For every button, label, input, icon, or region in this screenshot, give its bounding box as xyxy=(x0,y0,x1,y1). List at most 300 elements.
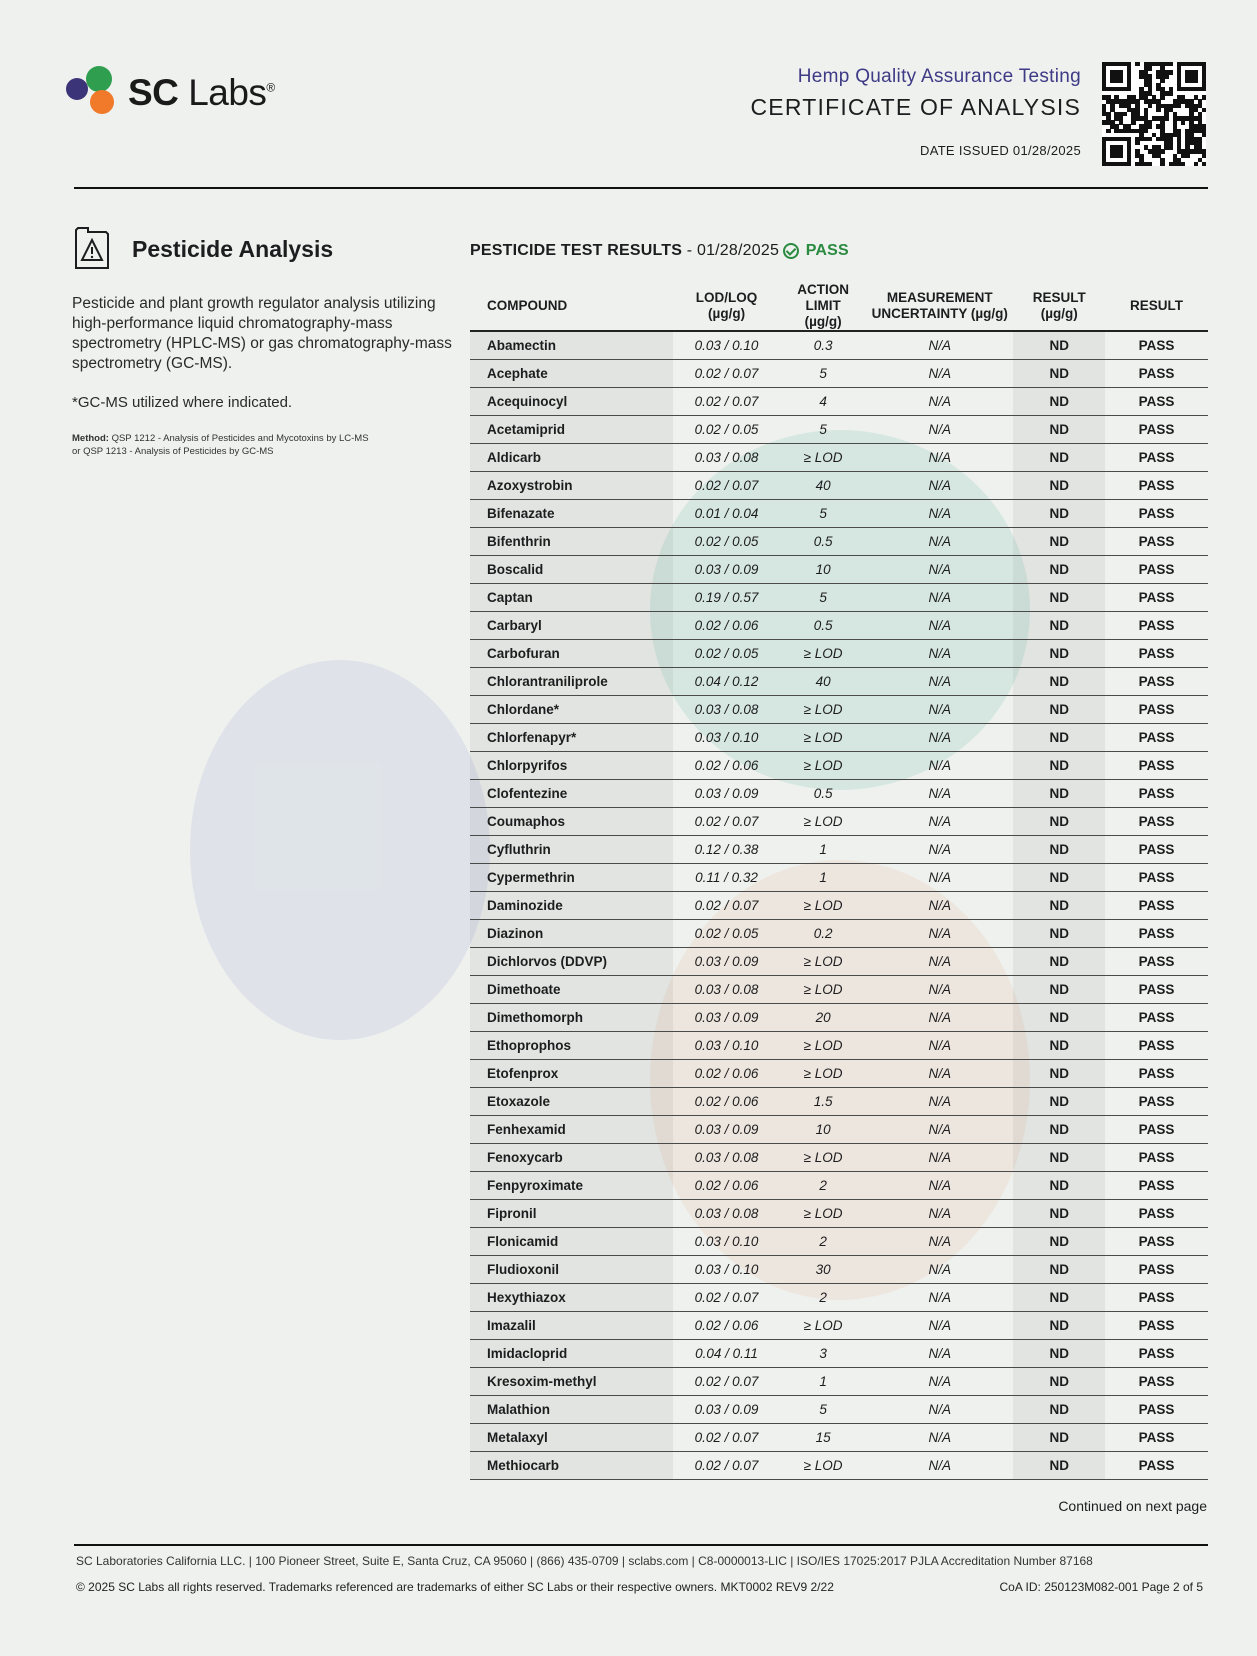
qr-module xyxy=(1194,79,1198,83)
table-row xyxy=(470,612,1208,640)
cell-result-value: ND xyxy=(1013,500,1105,528)
cell-result-status: PASS xyxy=(1105,780,1208,808)
cell-action-limit: 2 xyxy=(780,1172,866,1200)
header-divider xyxy=(74,187,1208,189)
cell-measurement-uncertainty: N/A xyxy=(866,752,1013,780)
cell-compound: Coumaphos xyxy=(470,808,673,836)
cell-measurement-uncertainty: N/A xyxy=(866,1424,1013,1452)
cell-compound: Fludioxonil xyxy=(470,1256,673,1284)
cell-measurement-uncertainty: N/A xyxy=(866,1172,1013,1200)
warning-flask-icon xyxy=(74,226,110,270)
cell-result-value: ND xyxy=(1013,584,1105,612)
cell-lod-loq: 0.02 / 0.07 xyxy=(673,1368,780,1396)
cell-compound: Metalaxyl xyxy=(470,1424,673,1452)
cell-compound: Imidacloprid xyxy=(470,1340,673,1368)
table-row xyxy=(470,472,1208,500)
table-header-row xyxy=(470,282,1208,331)
cell-lod-loq: 0.02 / 0.06 xyxy=(673,1088,780,1116)
cell-measurement-uncertainty: N/A xyxy=(866,1088,1013,1116)
qr-module xyxy=(1181,162,1185,166)
qr-module xyxy=(1160,149,1164,153)
cell-result-value: ND xyxy=(1013,528,1105,556)
logo-wordmark: SC Labs® xyxy=(128,72,275,113)
cell-result-value: ND xyxy=(1013,640,1105,668)
cell-result-value: ND xyxy=(1013,1004,1105,1032)
cell-result-status: PASS xyxy=(1105,584,1208,612)
footer-copyright: © 2025 SC Labs all rights reserved. Trademarks referenced are trademarks of either SC Labs or their respective owners. MKT0002 REV9 2/22 xyxy=(76,1580,834,1594)
cell-compound: Fenoxycarb xyxy=(470,1144,673,1172)
cell-lod-loq: 0.03 / 0.10 xyxy=(673,724,780,752)
cell-result-value: ND xyxy=(1013,1340,1105,1368)
qr-module xyxy=(1160,79,1164,83)
cell-action-limit: 3 xyxy=(780,1340,866,1368)
cell-action-limit: ≥ LOD xyxy=(780,948,866,976)
cell-result-value: ND xyxy=(1013,948,1105,976)
qr-module xyxy=(1131,120,1135,124)
cell-action-limit: 20 xyxy=(780,1004,866,1032)
cell-measurement-uncertainty: N/A xyxy=(866,976,1013,1004)
cell-action-limit: 0.5 xyxy=(780,780,866,808)
cell-result-status: PASS xyxy=(1105,948,1208,976)
cell-result-value: ND xyxy=(1013,556,1105,584)
cell-compound: Chlorantraniliprole xyxy=(470,668,673,696)
method-note: Method: QSP 1212 - Analysis of Pesticides and Mycotoxins by LC-MS or QSP 1213 - Analysis of Pesticides by GC-MS xyxy=(72,433,369,457)
overall-status: PASS xyxy=(805,242,849,259)
cell-measurement-uncertainty: N/A xyxy=(866,1368,1013,1396)
table-row xyxy=(470,724,1208,752)
cell-result-value: ND xyxy=(1013,1032,1105,1060)
cell-action-limit: 5 xyxy=(780,360,866,388)
column-header-result-value: RESULT (µg/g) xyxy=(1013,282,1105,331)
cell-compound: Etoxazole xyxy=(470,1088,673,1116)
cell-action-limit: ≥ LOD xyxy=(780,976,866,1004)
table-row xyxy=(470,1060,1208,1088)
cell-lod-loq: 0.02 / 0.07 xyxy=(673,472,780,500)
cell-measurement-uncertainty: N/A xyxy=(866,1452,1013,1480)
cell-measurement-uncertainty: N/A xyxy=(866,864,1013,892)
cell-lod-loq: 0.02 / 0.06 xyxy=(673,1172,780,1200)
cell-compound: Etofenprox xyxy=(470,1060,673,1088)
cell-measurement-uncertainty: N/A xyxy=(866,1032,1013,1060)
table-row xyxy=(470,1172,1208,1200)
cell-action-limit: 5 xyxy=(780,584,866,612)
cell-compound: Imazalil xyxy=(470,1312,673,1340)
coa-id: CoA ID: 250123M082-001 Page 2 of 5 xyxy=(999,1580,1203,1594)
cell-result-value: ND xyxy=(1013,1172,1105,1200)
cell-lod-loq: 0.03 / 0.10 xyxy=(673,1032,780,1060)
cell-measurement-uncertainty: N/A xyxy=(866,1228,1013,1256)
cell-compound: Fenhexamid xyxy=(470,1116,673,1144)
cell-action-limit: 1.5 xyxy=(780,1088,866,1116)
cell-result-status: PASS xyxy=(1105,1396,1208,1424)
cell-result-value: ND xyxy=(1013,808,1105,836)
cell-measurement-uncertainty: N/A xyxy=(866,836,1013,864)
qr-module xyxy=(1148,162,1152,166)
cell-result-value: ND xyxy=(1013,780,1105,808)
cell-compound: Diazinon xyxy=(470,920,673,948)
table-row xyxy=(470,1004,1208,1032)
logo-dot-green xyxy=(86,66,112,92)
qr-module xyxy=(1164,74,1168,78)
cell-action-limit: 0.2 xyxy=(780,920,866,948)
column-header-measurement-uncertainty: MEASUREMENT UNCERTAINTY (µg/g) xyxy=(866,282,1013,331)
qr-module xyxy=(1194,162,1198,166)
cell-result-value: ND xyxy=(1013,892,1105,920)
cell-lod-loq: 0.11 / 0.32 xyxy=(673,864,780,892)
cell-lod-loq: 0.03 / 0.10 xyxy=(673,1256,780,1284)
cell-lod-loq: 0.03 / 0.08 xyxy=(673,696,780,724)
cell-measurement-uncertainty: N/A xyxy=(866,556,1013,584)
cell-compound: Carbofuran xyxy=(470,640,673,668)
table-row xyxy=(470,696,1208,724)
cell-result-status: PASS xyxy=(1105,1312,1208,1340)
cell-action-limit: ≥ LOD xyxy=(780,1312,866,1340)
section-title: Pesticide Analysis xyxy=(132,236,334,262)
cell-action-limit: 0.5 xyxy=(780,528,866,556)
cell-measurement-uncertainty: N/A xyxy=(866,1200,1013,1228)
table-row xyxy=(470,780,1208,808)
cell-result-status: PASS xyxy=(1105,752,1208,780)
cell-action-limit: ≥ LOD xyxy=(780,1144,866,1172)
table-row xyxy=(470,1312,1208,1340)
cell-measurement-uncertainty: N/A xyxy=(866,1004,1013,1032)
qr-module xyxy=(1127,162,1131,166)
logo-dot-purple xyxy=(66,78,88,100)
qr-module xyxy=(1202,87,1206,91)
cell-compound: Cypermethrin xyxy=(470,864,673,892)
table-row xyxy=(470,500,1208,528)
cell-measurement-uncertainty: N/A xyxy=(866,584,1013,612)
cell-lod-loq: 0.02 / 0.07 xyxy=(673,892,780,920)
cell-lod-loq: 0.02 / 0.07 xyxy=(673,808,780,836)
table-row xyxy=(470,556,1208,584)
table-row xyxy=(470,1032,1208,1060)
cell-result-value: ND xyxy=(1013,696,1105,724)
cell-result-status: PASS xyxy=(1105,808,1208,836)
cell-compound: Cyfluthrin xyxy=(470,836,673,864)
cell-result-status: PASS xyxy=(1105,1116,1208,1144)
column-header-action-limit: ACTION LIMIT (µg/g) xyxy=(780,282,866,331)
cell-result-status: PASS xyxy=(1105,1340,1208,1368)
cell-result-value: ND xyxy=(1013,752,1105,780)
results-heading: PESTICIDE TEST RESULTS - 01/28/2025 PASS xyxy=(470,242,849,259)
qr-module xyxy=(1169,62,1173,66)
qr-module xyxy=(1127,87,1131,91)
cell-lod-loq: 0.03 / 0.09 xyxy=(673,780,780,808)
cell-result-value: ND xyxy=(1013,1312,1105,1340)
cell-action-limit: 5 xyxy=(780,1396,866,1424)
cell-action-limit: 40 xyxy=(780,668,866,696)
column-header-lod-loq: LOD/LOQ (µg/g) xyxy=(673,282,780,331)
cell-lod-loq: 0.02 / 0.05 xyxy=(673,528,780,556)
cell-action-limit: ≥ LOD xyxy=(780,892,866,920)
cell-action-limit: ≥ LOD xyxy=(780,1032,866,1060)
cell-result-status: PASS xyxy=(1105,444,1208,472)
cell-lod-loq: 0.02 / 0.07 xyxy=(673,1452,780,1480)
cell-measurement-uncertainty: N/A xyxy=(866,1116,1013,1144)
cell-action-limit: 0.3 xyxy=(780,331,866,360)
cell-compound: Chlordane* xyxy=(470,696,673,724)
cell-action-limit: 1 xyxy=(780,1368,866,1396)
qr-module xyxy=(1119,79,1123,83)
cell-measurement-uncertainty: N/A xyxy=(866,724,1013,752)
qr-module xyxy=(1202,108,1206,112)
cell-action-limit: 30 xyxy=(780,1256,866,1284)
cell-lod-loq: 0.04 / 0.11 xyxy=(673,1340,780,1368)
qr-module xyxy=(1144,129,1148,133)
table-row xyxy=(470,1228,1208,1256)
logo-dot-orange xyxy=(90,90,114,114)
column-header-compound: COMPOUND xyxy=(470,282,673,331)
cell-result-value: ND xyxy=(1013,1368,1105,1396)
cell-lod-loq: 0.03 / 0.08 xyxy=(673,444,780,472)
qr-module xyxy=(1148,124,1152,128)
cell-lod-loq: 0.03 / 0.09 xyxy=(673,1396,780,1424)
table-row xyxy=(470,388,1208,416)
cell-lod-loq: 0.03 / 0.09 xyxy=(673,1116,780,1144)
cell-result-value: ND xyxy=(1013,1088,1105,1116)
cell-result-value: ND xyxy=(1013,472,1105,500)
cell-compound: Dimethoate xyxy=(470,976,673,1004)
cell-action-limit: 10 xyxy=(780,1116,866,1144)
qr-code-icon[interactable] xyxy=(1102,62,1206,166)
cell-compound: Malathion xyxy=(470,1396,673,1424)
cell-measurement-uncertainty: N/A xyxy=(866,500,1013,528)
cell-result-value: ND xyxy=(1013,836,1105,864)
cell-compound: Chlorpyrifos xyxy=(470,752,673,780)
cell-result-value: ND xyxy=(1013,1396,1105,1424)
qr-module xyxy=(1135,141,1139,145)
table-row xyxy=(470,584,1208,612)
qr-module xyxy=(1202,95,1206,99)
cell-lod-loq: 0.02 / 0.05 xyxy=(673,640,780,668)
cell-action-limit: 2 xyxy=(780,1228,866,1256)
cell-compound: Acequinocyl xyxy=(470,388,673,416)
table-row xyxy=(470,976,1208,1004)
cell-result-status: PASS xyxy=(1105,1256,1208,1284)
qr-module xyxy=(1106,129,1110,133)
cell-measurement-uncertainty: N/A xyxy=(866,1284,1013,1312)
qr-module xyxy=(1202,162,1206,166)
cell-result-value: ND xyxy=(1013,920,1105,948)
cell-compound: Bifenazate xyxy=(470,500,673,528)
cell-result-status: PASS xyxy=(1105,920,1208,948)
cell-compound: Captan xyxy=(470,584,673,612)
cell-measurement-uncertainty: N/A xyxy=(866,920,1013,948)
cell-result-status: PASS xyxy=(1105,976,1208,1004)
cell-result-value: ND xyxy=(1013,1452,1105,1480)
cell-action-limit: ≥ LOD xyxy=(780,724,866,752)
cell-action-limit: 5 xyxy=(780,500,866,528)
qr-module xyxy=(1148,66,1152,70)
cell-action-limit: 5 xyxy=(780,416,866,444)
qr-module xyxy=(1169,145,1173,149)
cell-measurement-uncertainty: N/A xyxy=(866,948,1013,976)
cell-result-value: ND xyxy=(1013,331,1105,360)
cell-result-status: PASS xyxy=(1105,1172,1208,1200)
cell-measurement-uncertainty: N/A xyxy=(866,640,1013,668)
cell-result-status: PASS xyxy=(1105,1228,1208,1256)
table-row xyxy=(470,444,1208,472)
cell-measurement-uncertainty: N/A xyxy=(866,808,1013,836)
cell-result-status: PASS xyxy=(1105,1368,1208,1396)
cell-compound: Chlorfenapyr* xyxy=(470,724,673,752)
cell-lod-loq: 0.03 / 0.08 xyxy=(673,1144,780,1172)
cell-result-status: PASS xyxy=(1105,1200,1208,1228)
sc-labs-logo xyxy=(66,64,306,124)
qr-module xyxy=(1202,133,1206,137)
qr-module xyxy=(1160,162,1164,166)
cell-action-limit: 0.5 xyxy=(780,612,866,640)
cell-compound: Hexythiazox xyxy=(470,1284,673,1312)
qr-module xyxy=(1169,70,1173,74)
cell-result-status: PASS xyxy=(1105,1144,1208,1172)
cell-lod-loq: 0.02 / 0.07 xyxy=(673,1424,780,1452)
cell-result-value: ND xyxy=(1013,612,1105,640)
cell-lod-loq: 0.02 / 0.07 xyxy=(673,388,780,416)
table-row xyxy=(470,1116,1208,1144)
table-row xyxy=(470,1424,1208,1452)
cell-compound: Methiocarb xyxy=(470,1452,673,1480)
cell-lod-loq: 0.02 / 0.06 xyxy=(673,1312,780,1340)
cell-lod-loq: 0.19 / 0.57 xyxy=(673,584,780,612)
qr-module xyxy=(1202,154,1206,158)
table-row xyxy=(470,528,1208,556)
table-row xyxy=(470,1088,1208,1116)
cell-measurement-uncertainty: N/A xyxy=(866,892,1013,920)
cell-result-value: ND xyxy=(1013,864,1105,892)
cell-measurement-uncertainty: N/A xyxy=(866,416,1013,444)
cell-compound: Azoxystrobin xyxy=(470,472,673,500)
cell-result-value: ND xyxy=(1013,1424,1105,1452)
qr-module xyxy=(1135,62,1139,66)
cell-lod-loq: 0.02 / 0.06 xyxy=(673,1060,780,1088)
table-row xyxy=(470,640,1208,668)
background-watermark xyxy=(190,660,490,1040)
cell-compound: Abamectin xyxy=(470,331,673,360)
cell-action-limit: 2 xyxy=(780,1284,866,1312)
cell-action-limit: ≥ LOD xyxy=(780,640,866,668)
qr-module xyxy=(1169,91,1173,95)
cell-measurement-uncertainty: N/A xyxy=(866,360,1013,388)
qr-module xyxy=(1148,137,1152,141)
cell-compound: Fenpyroximate xyxy=(470,1172,673,1200)
cell-lod-loq: 0.04 / 0.12 xyxy=(673,668,780,696)
cell-result-value: ND xyxy=(1013,1116,1105,1144)
header-subtitle: Hemp Quality Assurance Testing xyxy=(797,66,1081,87)
cell-result-status: PASS xyxy=(1105,836,1208,864)
cell-compound: Carbaryl xyxy=(470,612,673,640)
cell-measurement-uncertainty: N/A xyxy=(866,780,1013,808)
check-circle-icon xyxy=(783,243,799,259)
cell-result-value: ND xyxy=(1013,388,1105,416)
cell-measurement-uncertainty: N/A xyxy=(866,444,1013,472)
table-row xyxy=(470,416,1208,444)
cell-compound: Ethoprophos xyxy=(470,1032,673,1060)
table-row xyxy=(470,892,1208,920)
gc-ms-note: *GC-MS utilized where indicated. xyxy=(72,394,293,411)
cell-result-value: ND xyxy=(1013,416,1105,444)
cell-result-value: ND xyxy=(1013,668,1105,696)
cell-lod-loq: 0.03 / 0.08 xyxy=(673,1200,780,1228)
cell-action-limit: ≥ LOD xyxy=(780,1060,866,1088)
cell-compound: Dimethomorph xyxy=(470,1004,673,1032)
cell-result-status: PASS xyxy=(1105,1452,1208,1480)
cell-action-limit: ≥ LOD xyxy=(780,808,866,836)
cell-action-limit: 10 xyxy=(780,556,866,584)
table-row xyxy=(470,808,1208,836)
cell-result-value: ND xyxy=(1013,724,1105,752)
cell-result-status: PASS xyxy=(1105,472,1208,500)
cell-lod-loq: 0.01 / 0.04 xyxy=(673,500,780,528)
table-row xyxy=(470,1452,1208,1480)
cell-lod-loq: 0.03 / 0.09 xyxy=(673,1004,780,1032)
cell-lod-loq: 0.02 / 0.07 xyxy=(673,1284,780,1312)
cell-compound: Bifenthrin xyxy=(470,528,673,556)
cell-action-limit: 1 xyxy=(780,836,866,864)
cell-result-value: ND xyxy=(1013,976,1105,1004)
cell-action-limit: 1 xyxy=(780,864,866,892)
cell-result-status: PASS xyxy=(1105,416,1208,444)
cell-result-status: PASS xyxy=(1105,864,1208,892)
cell-action-limit: ≥ LOD xyxy=(780,696,866,724)
cell-result-status: PASS xyxy=(1105,1424,1208,1452)
cell-lod-loq: 0.03 / 0.08 xyxy=(673,976,780,1004)
table-row xyxy=(470,1396,1208,1424)
table-row xyxy=(470,1144,1208,1172)
cell-action-limit: ≥ LOD xyxy=(780,444,866,472)
cell-result-status: PASS xyxy=(1105,1032,1208,1060)
cell-result-status: PASS xyxy=(1105,360,1208,388)
cell-result-value: ND xyxy=(1013,1144,1105,1172)
cell-compound: Acephate xyxy=(470,360,673,388)
cell-result-status: PASS xyxy=(1105,1060,1208,1088)
table-row xyxy=(470,668,1208,696)
table-row xyxy=(470,1256,1208,1284)
cell-measurement-uncertainty: N/A xyxy=(866,528,1013,556)
cell-result-status: PASS xyxy=(1105,331,1208,360)
cell-result-value: ND xyxy=(1013,1060,1105,1088)
table-row xyxy=(470,331,1208,360)
cell-result-status: PASS xyxy=(1105,500,1208,528)
cell-lod-loq: 0.02 / 0.07 xyxy=(673,360,780,388)
cell-measurement-uncertainty: N/A xyxy=(866,1256,1013,1284)
cell-lod-loq: 0.03 / 0.09 xyxy=(673,556,780,584)
cell-result-status: PASS xyxy=(1105,528,1208,556)
cell-measurement-uncertainty: N/A xyxy=(866,388,1013,416)
cell-result-status: PASS xyxy=(1105,1004,1208,1032)
cell-measurement-uncertainty: N/A xyxy=(866,1396,1013,1424)
date-issued: DATE ISSUED 01/28/2025 xyxy=(920,143,1081,158)
cell-result-value: ND xyxy=(1013,1228,1105,1256)
cell-compound: Acetamiprid xyxy=(470,416,673,444)
cell-result-status: PASS xyxy=(1105,612,1208,640)
cell-result-value: ND xyxy=(1013,444,1105,472)
cell-compound: Clofentezine xyxy=(470,780,673,808)
cell-measurement-uncertainty: N/A xyxy=(866,612,1013,640)
qr-module xyxy=(1148,104,1152,108)
cell-result-value: ND xyxy=(1013,1256,1105,1284)
cell-compound: Flonicamid xyxy=(470,1228,673,1256)
cell-measurement-uncertainty: N/A xyxy=(866,472,1013,500)
cell-measurement-uncertainty: N/A xyxy=(866,1340,1013,1368)
cell-action-limit: ≥ LOD xyxy=(780,1200,866,1228)
cell-result-status: PASS xyxy=(1105,640,1208,668)
cell-result-status: PASS xyxy=(1105,1284,1208,1312)
qr-module xyxy=(1123,112,1127,116)
table-row xyxy=(470,836,1208,864)
table-row xyxy=(470,1340,1208,1368)
